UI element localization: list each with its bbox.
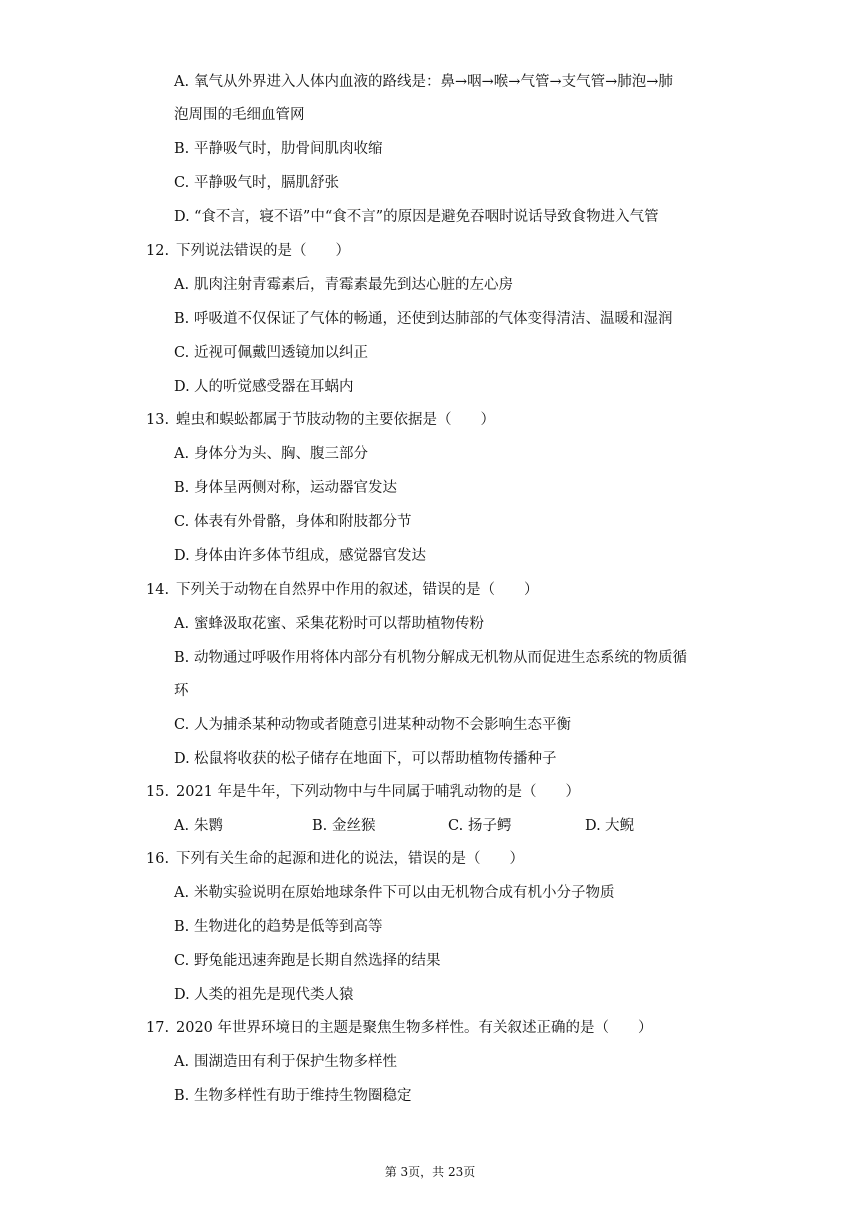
option-text: 生物进化的趋势是低等到高等 xyxy=(194,919,383,935)
option-letter: A. xyxy=(174,277,190,293)
option-text: 生物多样性有助于维持生物圈稳定 xyxy=(194,1088,412,1104)
q16-option-a xyxy=(174,883,615,903)
question-stem: 下列关于动物在自然界中作用的叙述，错误的是（ ） xyxy=(176,582,539,598)
option-letter: D. xyxy=(174,987,190,1003)
q12-option-d xyxy=(174,377,354,397)
q14-option-b-cont: 环 xyxy=(174,683,189,699)
option-text: 近视可佩戴凹透镜加以纠正 xyxy=(194,345,368,361)
option-letter: A. xyxy=(174,818,190,834)
option-text: 松鼠将收获的松子储存在地面下，可以帮助植物传播种子 xyxy=(194,751,557,767)
option-letter: C. xyxy=(174,514,190,530)
option-text: 野兔能迅速奔跑是长期自然选择的结果 xyxy=(194,953,441,969)
option-text: “食不言，寝不语”中“食不言”的原因是避免吞咽时说话导致食物进入气管 xyxy=(194,209,659,225)
option-text: 蜜蜂汲取花蜜、采集花粉时可以帮助植物传粉 xyxy=(194,616,484,632)
option-letter: C. xyxy=(174,953,190,969)
option-text: 动物通过呼吸作用将体内部分有机物分解成无机物从而促进生态系统的物质循 xyxy=(194,650,687,666)
option-letter: B. xyxy=(174,480,190,496)
option-text: 朱鹮 xyxy=(194,818,223,834)
q11-option-a-cont: 泡周围的毛细血管网 xyxy=(174,107,305,123)
option-letter: B. xyxy=(312,818,328,834)
q11-option-c xyxy=(174,173,339,193)
option-letter: D. xyxy=(174,209,190,225)
option-letter: C. xyxy=(448,818,464,834)
option-text: 人的听觉感受器在耳蜗内 xyxy=(194,379,354,395)
option-letter: D. xyxy=(174,379,190,395)
q14-option-c xyxy=(174,715,571,735)
option-text: 身体由许多体节组成，感觉器官发达 xyxy=(194,548,426,564)
option-letter: B. xyxy=(174,1088,190,1104)
option-text: 体表有外骨骼，身体和附肢都分节 xyxy=(194,514,412,530)
option-letter: D. xyxy=(174,548,190,564)
option-text: 肌肉注射青霉素后，青霉素最先到达心脏的左心房 xyxy=(194,277,513,293)
option-text: 人类的祖先是现代类人猿 xyxy=(194,987,354,1003)
q11-option-a xyxy=(174,72,673,92)
q11-option-d xyxy=(174,207,659,227)
q12-option-c xyxy=(174,343,368,363)
q13-option-c xyxy=(174,512,412,532)
q15-option-b xyxy=(312,816,376,836)
option-text: 身体呈两侧对称，运动器官发达 xyxy=(194,480,397,496)
option-letter: A. xyxy=(174,885,190,901)
question-number: 16. xyxy=(146,851,170,867)
question-number: 12. xyxy=(146,243,170,259)
option-text: 平静吸气时，肋骨间肌肉收缩 xyxy=(194,141,383,157)
q14-option-a xyxy=(174,614,484,634)
option-text: 扬子鳄 xyxy=(468,818,512,834)
question-stem: 下列说法错误的是（ ） xyxy=(176,243,350,259)
q14-option-d xyxy=(174,749,557,769)
option-text: 围湖造田有利于保护生物多样性 xyxy=(194,1054,397,1070)
q14-option-b xyxy=(174,648,687,668)
option-letter: B. xyxy=(174,311,190,327)
q15-option-a xyxy=(174,816,223,836)
q15-option-c xyxy=(448,816,512,836)
option-letter: C. xyxy=(174,175,190,191)
q11-option-b xyxy=(174,139,383,159)
option-text: 人为捕杀某种动物或者随意引进某种动物不会影响生态平衡 xyxy=(194,717,571,733)
option-letter: A. xyxy=(174,74,190,90)
q13-option-b xyxy=(174,478,397,498)
page-footer: 第 3页，共 23页 xyxy=(384,1165,476,1179)
option-letter: A. xyxy=(174,446,190,462)
option-letter: C. xyxy=(174,717,190,733)
option-letter: D. xyxy=(174,751,190,767)
option-text: 金丝猴 xyxy=(332,818,376,834)
question-number: 14. xyxy=(146,582,170,598)
q17-option-a xyxy=(174,1052,397,1072)
option-letter: C. xyxy=(174,345,190,361)
option-text: 氧气从外界进入人体内血液的路线是：鼻→咽→喉→气管→支气管→肺泡→肺 xyxy=(194,74,673,90)
question-stem: 2021 年是牛年，下列动物中与牛同属于哺乳动物的是（ ） xyxy=(176,784,581,800)
option-text: 米勒实验说明在原始地球条件下可以由无机物合成有机小分子物质 xyxy=(194,885,615,901)
q12-option-a xyxy=(174,275,513,295)
option-text: 呼吸道不仅保证了气体的畅通，还使到达肺部的气体变得清洁、温暖和湿润 xyxy=(194,311,673,327)
question-number: 15. xyxy=(146,784,170,800)
q15-option-d xyxy=(585,816,634,836)
q16-option-b xyxy=(174,917,383,937)
q13-option-a xyxy=(174,444,368,464)
q13-option-d xyxy=(174,546,426,566)
option-text: 身体分为头、胸、腹三部分 xyxy=(194,446,368,462)
option-letter: B. xyxy=(174,141,190,157)
option-letter: A. xyxy=(174,1054,190,1070)
question-number: 13. xyxy=(146,412,170,428)
option-text: 平静吸气时，膈肌舒张 xyxy=(194,175,339,191)
question-stem: 下列有关生命的起源和进化的说法，错误的是（ ） xyxy=(176,851,524,867)
question-stem: 蝗虫和蜈蚣都属于节肢动物的主要依据是（ ） xyxy=(176,412,495,428)
question-stem: 2020 年世界环境日的主题是聚焦生物多样性。有关叙述正确的是（ ） xyxy=(176,1020,653,1036)
option-letter: B. xyxy=(174,919,190,935)
option-letter: B. xyxy=(174,650,190,666)
option-letter: A. xyxy=(174,616,190,632)
option-text: 大鲵 xyxy=(605,818,634,834)
option-letter: D. xyxy=(585,818,601,834)
q16-option-d xyxy=(174,985,354,1005)
q12-option-b xyxy=(174,309,673,329)
question-number: 17. xyxy=(146,1020,170,1036)
q16-option-c xyxy=(174,951,441,971)
q17-option-b xyxy=(174,1086,412,1106)
